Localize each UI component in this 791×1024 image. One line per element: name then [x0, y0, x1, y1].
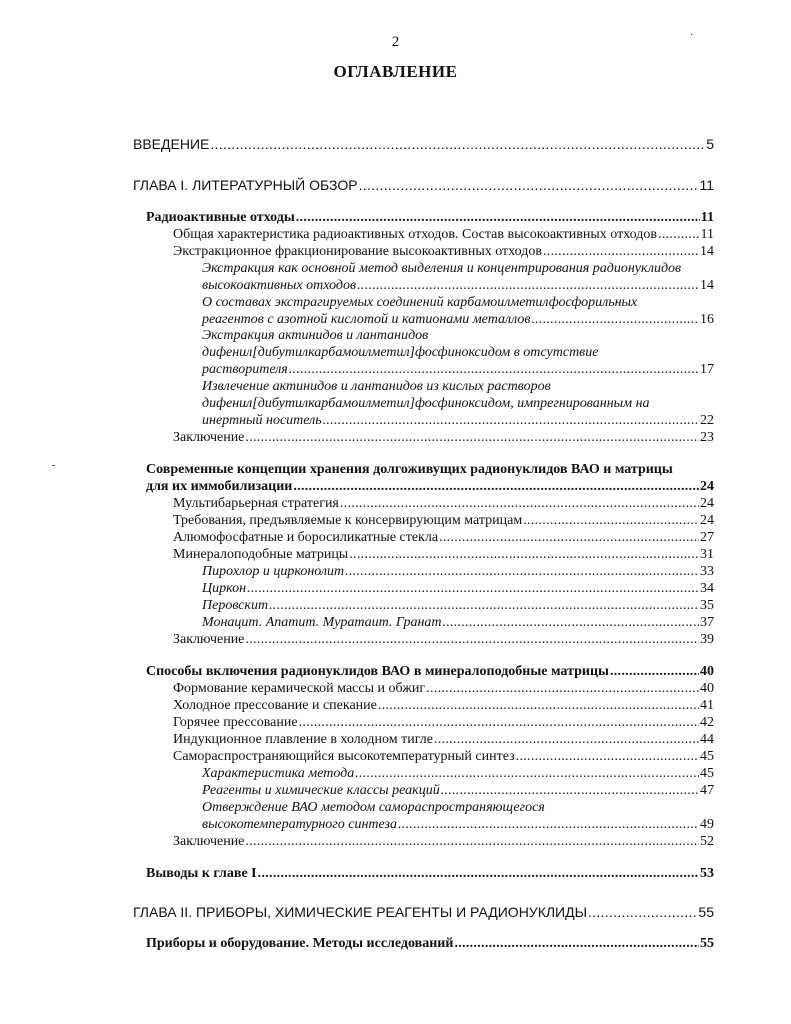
toc-entry-title-line: О составах экстрагируемых соединений карбамоилметилфосфорильных: [202, 295, 638, 310]
toc-entry-section-2-3[interactable]: [173, 529, 714, 546]
toc-entry-title: Холодное прессование и спекание: [173, 698, 377, 713]
toc-page-number: 35: [700, 598, 714, 613]
toc-entry-title: Циркон: [202, 581, 247, 596]
toc-entry-section-3-5-1[interactable]: [202, 765, 714, 782]
leader-dots: [349, 546, 699, 563]
toc-page-number: 37: [700, 615, 714, 630]
scan-mark: -: [52, 460, 56, 471]
toc-entry-intro[interactable]: [133, 136, 714, 153]
leader-dots: [523, 512, 699, 529]
toc-page-number: 16: [700, 312, 714, 327]
toc-page-number: 45: [700, 749, 714, 764]
toc-entry-chapter-1[interactable]: [133, 177, 714, 194]
toc-page-number: 39: [700, 632, 714, 647]
leader-dots: [454, 935, 699, 952]
leader-dots: [258, 865, 699, 882]
toc-entry-title-line: дифенил[дибутилкарбамоилметил]фосфиноксидом в отсутствие: [202, 345, 599, 360]
leader-dots: [245, 833, 699, 850]
toc-page-number: 11: [700, 227, 714, 242]
toc-entry-section-3-3[interactable]: [173, 714, 714, 731]
toc-page-number: 42: [700, 715, 714, 730]
toc-entry-section-3-5-3[interactable]: [202, 816, 714, 833]
toc-page-number: 27: [700, 530, 714, 545]
toc-entry-section-1-2-3[interactable]: [202, 361, 714, 378]
leader-dots: [378, 697, 699, 714]
page-number: 2: [391, 34, 400, 50]
leader-dots: [296, 209, 700, 226]
toc-page-number: 17: [700, 362, 714, 377]
toc-entry-section-3-2[interactable]: [173, 697, 714, 714]
toc-entry-section-1-2[interactable]: [173, 243, 714, 260]
toc-entry-section-3-4[interactable]: [173, 731, 714, 748]
toc-entry-title: Требования, предъявляемые к консервирующим матрицам: [173, 513, 523, 528]
leader-dots: [269, 597, 699, 614]
toc-entry-title: Реагенты и химические классы реакций: [202, 783, 440, 798]
toc-entry-title: Характеристика метода: [202, 766, 355, 781]
toc-page-number: 45: [700, 766, 714, 781]
toc-entry-title: реагентов с азотной кислотой и катионами металлов: [202, 312, 531, 327]
toc-entry-title: Заключение: [173, 834, 245, 849]
leader-dots: [345, 563, 699, 580]
toc-page-number: 49: [700, 817, 714, 832]
toc-entry-title-line: Отверждение ВАО методом самораспространяющегося: [202, 800, 545, 815]
leader-dots: [658, 226, 700, 243]
toc-page-number: 31: [700, 547, 714, 562]
toc-page-number: 40: [700, 681, 714, 696]
toc-entry-title-line: Современные концепции хранения долгоживущих радионуклидов ВАО и матрицы: [146, 462, 673, 477]
toc-entry-section-1-2-4[interactable]: [202, 412, 714, 429]
toc-entry-section-2[interactable]: [146, 478, 714, 495]
toc-entry-title: Мультибарьерная стратегия: [173, 496, 339, 511]
toc-entry-title: высокоактивных отходов: [202, 278, 357, 293]
toc-page-number: 47: [700, 783, 714, 798]
toc-entry-section-2-5[interactable]: [173, 631, 714, 648]
toc-page-number: 24: [700, 513, 714, 528]
toc-page-number: 23: [700, 430, 714, 445]
toc-entry-section-3-1[interactable]: [173, 680, 714, 697]
toc-entry-title-line: Экстракция актинидов и лантанидов: [202, 328, 429, 343]
toc-entry-title: Заключение: [173, 632, 245, 647]
leader-dots: [610, 663, 699, 680]
toc-entry-title: Горячее прессование: [173, 715, 298, 730]
toc-entry-section-1-2-2[interactable]: [202, 311, 714, 328]
toc-entry-section-4[interactable]: [146, 865, 714, 882]
toc-entry-title: Минералоподобные матрицы: [173, 547, 349, 562]
toc-entry-title: Общая характеристика радиоактивных отходов. Состав высокоактивных отходов: [173, 227, 658, 242]
toc-entry-section-3[interactable]: [146, 663, 714, 680]
leader-dots: [443, 614, 699, 631]
leader-dots: [355, 765, 699, 782]
toc-entry-title: для их иммобилизации: [146, 479, 293, 494]
toc-entry-title: Радиоактивные отходы: [146, 210, 295, 225]
toc-entry-section-3-5-2[interactable]: [202, 782, 714, 799]
toc-entry-title: Приборы и оборудование. Методы исследований: [146, 936, 454, 951]
toc-entry-title: ГЛАВА II. ПРИБОРЫ, ХИМИЧЕСКИЕ РЕАГЕНТЫ И РАДИОНУКЛИДЫ: [133, 904, 587, 920]
toc-page-number: 55: [700, 936, 714, 951]
toc-page-number: 11: [699, 177, 714, 193]
toc-entry-section-2-1[interactable]: [173, 495, 714, 512]
toc-entry-section-2-2[interactable]: [173, 512, 714, 529]
leader-dots: [439, 529, 699, 546]
toc-entry-section-2-4-3[interactable]: [202, 597, 714, 614]
toc-page-number: 44: [700, 732, 714, 747]
toc-page-number: 53: [700, 866, 714, 881]
leader-dots: [359, 177, 699, 194]
toc-entry-title: Монацит. Апатит. Муратаит. Гранат: [202, 615, 442, 630]
toc-entry-title: ГЛАВА I. ЛИТЕРАТУРНЫЙ ОБЗОР: [133, 177, 358, 193]
toc-entry-section-2-4[interactable]: [173, 546, 714, 563]
toc-entry-section-1-3[interactable]: [173, 429, 714, 446]
toc-entry-title-line: Извлечение актинидов и лантанидов из кислых растворов: [202, 379, 551, 394]
toc-page-number: 5: [706, 136, 714, 152]
toc-entry-section-1-1[interactable]: [173, 226, 714, 243]
toc-page-number: 14: [700, 244, 714, 259]
leader-dots: [293, 478, 699, 495]
toc-page-number: 55: [698, 904, 714, 920]
toc-page-number: 14: [700, 278, 714, 293]
toc-entry-title: Алюмофосфатные и боросиликатные стекла: [173, 530, 439, 545]
leader-dots: [247, 580, 699, 597]
toc-entry-title-line: Экстракция как основной метод выделения и концентрирования радионуклидов: [202, 261, 682, 276]
toc-entry-title: Заключение: [173, 430, 245, 445]
toc-entry-title: Формование керамической массы и обжиг: [173, 681, 426, 696]
leader-dots: [340, 495, 699, 512]
toc-entry-title-line: дифенил[дибутилкарбамоилметил]фосфиноксидом, импрегнированным на: [202, 396, 650, 411]
toc-entry-title: Пирохлор и цирконолит: [202, 564, 345, 579]
leader-dots: [426, 680, 699, 697]
leader-dots: [516, 748, 699, 765]
toc-entry-title: Индукционное плавление в холодном тигле: [173, 732, 433, 747]
page-title: ОГЛАВЛЕНИЕ: [333, 62, 458, 81]
leader-dots: [245, 429, 699, 446]
leader-dots: [434, 731, 699, 748]
toc-entry-section-3-6[interactable]: [173, 833, 714, 850]
leader-dots: [323, 412, 699, 429]
leader-dots: [531, 311, 699, 328]
leader-dots: [299, 714, 699, 731]
toc-entry-section-2-4-4[interactable]: [202, 614, 714, 631]
toc-entry-section-2-4-2[interactable]: [202, 580, 714, 597]
toc-entry-title: Перовскит: [202, 598, 269, 613]
toc-entry-section-1[interactable]: [146, 209, 714, 226]
leader-dots: [543, 243, 699, 260]
toc-entry-title: Экстракционное фракционирование высокоактивных отходов: [173, 244, 542, 259]
leader-dots: [289, 361, 699, 378]
leader-dots: [441, 782, 699, 799]
toc-page-number: 33: [700, 564, 714, 579]
toc-entry-title: Способы включения радионуклидов ВАО в минералоподобные матрицы: [146, 664, 609, 679]
toc-entry-title: высокотемпературного синтеза: [202, 817, 398, 832]
toc-entry-title: Выводы к главе I: [146, 866, 257, 881]
leader-dots: [588, 904, 697, 921]
toc-page-number: 11: [700, 210, 714, 225]
scan-speck: ·: [690, 30, 694, 41]
leader-dots: [210, 136, 705, 153]
leader-dots: [357, 277, 699, 294]
toc-entry-title: инертный носитель: [202, 413, 322, 428]
leader-dots: [398, 816, 699, 833]
toc-page-number: 24: [700, 496, 714, 511]
toc-entry-title: растворителя: [202, 362, 288, 377]
toc-page-number: 52: [700, 834, 714, 849]
toc-entry-section-2-4-1[interactable]: [202, 563, 714, 580]
toc-page-number: 41: [700, 698, 714, 713]
toc-page-number: 40: [700, 664, 714, 679]
toc-entry-title: Самораспространяющийся высокотемпературный синтез: [173, 749, 515, 764]
toc-page-number: 22: [700, 413, 714, 428]
toc-entry-section-1-2-1[interactable]: [202, 277, 714, 294]
toc-page-number: 34: [700, 581, 714, 596]
toc-entry-chapter-2[interactable]: [133, 904, 714, 921]
toc-entry-section-5[interactable]: [146, 935, 714, 952]
toc-entry-title: ВВЕДЕНИЕ: [133, 136, 210, 152]
leader-dots: [245, 631, 699, 648]
toc-page-number: 24: [700, 479, 714, 494]
toc-entry-section-3-5[interactable]: [173, 748, 714, 765]
